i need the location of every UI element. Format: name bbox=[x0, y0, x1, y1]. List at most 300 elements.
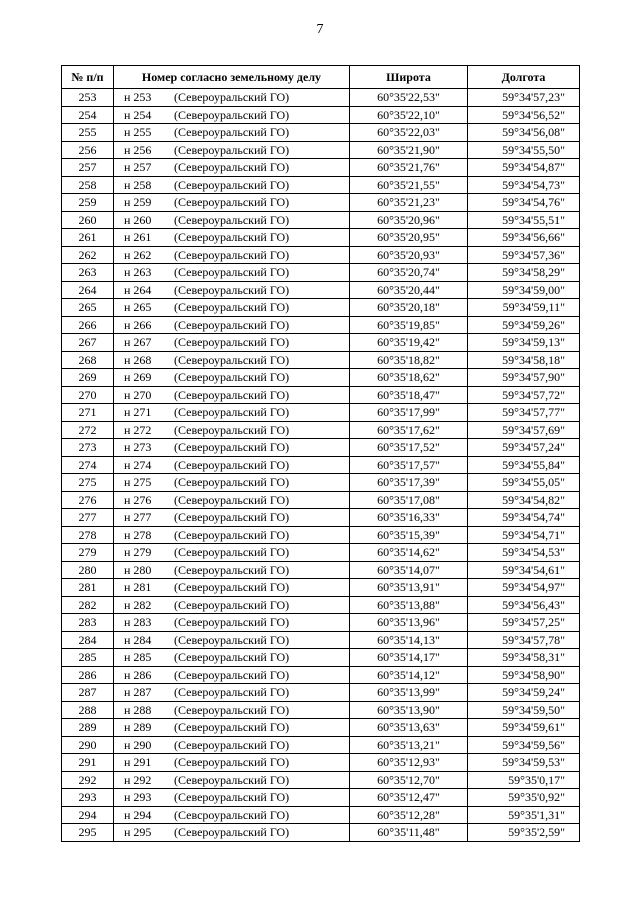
district-name: (Североуральский ГО) bbox=[174, 790, 290, 805]
point-id: н 284 bbox=[124, 632, 152, 647]
longitude-cell: 59°34'55,50" bbox=[468, 141, 580, 159]
district-name: (Североуральский ГО) bbox=[174, 562, 290, 577]
longitude-cell: 59°34'57,23" bbox=[468, 89, 580, 107]
longitude-cell: 59°34'59,56" bbox=[468, 736, 580, 754]
table-row bbox=[62, 246, 580, 264]
longitude-cell: 59°34'57,24" bbox=[468, 439, 580, 457]
point-id: н 295 bbox=[124, 825, 152, 840]
latitude-cell: 60°35'13,63" bbox=[350, 719, 468, 737]
row-number: 256 bbox=[62, 141, 114, 159]
longitude-cell: 59°34'57,25" bbox=[468, 614, 580, 632]
row-number: 257 bbox=[62, 159, 114, 177]
row-number: 259 bbox=[62, 194, 114, 212]
row-number: 291 bbox=[62, 754, 114, 772]
district-name: (Североуральский ГО) bbox=[174, 177, 290, 192]
point-cell bbox=[114, 369, 350, 387]
header-row-number: № п/п bbox=[62, 66, 114, 89]
district-name: (Североуральский ГО) bbox=[174, 510, 290, 525]
point-id: н 281 bbox=[124, 580, 152, 595]
point-cell bbox=[114, 334, 350, 352]
latitude-cell: 60°35'20,18" bbox=[350, 299, 468, 317]
row-number: 293 bbox=[62, 789, 114, 807]
point-cell bbox=[114, 596, 350, 614]
table-row bbox=[62, 89, 580, 107]
point-cell bbox=[114, 264, 350, 282]
point-id: н 275 bbox=[124, 475, 152, 490]
header-longitude: Долгота bbox=[468, 66, 580, 89]
district-name: (Североуральский ГО) bbox=[174, 90, 290, 105]
table-row bbox=[62, 369, 580, 387]
table-row bbox=[62, 701, 580, 719]
header-latitude: Широта bbox=[350, 66, 468, 89]
latitude-cell: 60°35'21,76" bbox=[350, 159, 468, 177]
latitude-cell: 60°35'22,53" bbox=[350, 89, 468, 107]
point-id: н 291 bbox=[124, 755, 152, 770]
table-row bbox=[62, 351, 580, 369]
row-number: 281 bbox=[62, 579, 114, 597]
point-cell bbox=[114, 141, 350, 159]
point-id: н 292 bbox=[124, 772, 152, 787]
table-row bbox=[62, 194, 580, 212]
latitude-cell: 60°35'21,55" bbox=[350, 176, 468, 194]
point-cell bbox=[114, 649, 350, 667]
point-cell bbox=[114, 176, 350, 194]
district-name: (Североуральский ГО) bbox=[174, 772, 290, 787]
row-number: 261 bbox=[62, 229, 114, 247]
latitude-cell: 60°35'19,42" bbox=[350, 334, 468, 352]
table-row bbox=[62, 526, 580, 544]
district-name: (Североуральский ГО) bbox=[174, 107, 290, 122]
table-header-row bbox=[62, 66, 580, 89]
point-cell bbox=[114, 544, 350, 562]
point-cell bbox=[114, 789, 350, 807]
district-name: (Североуральский ГО) bbox=[174, 667, 290, 682]
row-number: 278 bbox=[62, 526, 114, 544]
point-cell bbox=[114, 806, 350, 824]
longitude-cell: 59°35'0,92" bbox=[468, 789, 580, 807]
row-number: 258 bbox=[62, 176, 114, 194]
table-row bbox=[62, 124, 580, 142]
point-id: н 277 bbox=[124, 510, 152, 525]
longitude-cell: 59°34'59,24" bbox=[468, 684, 580, 702]
row-number: 272 bbox=[62, 421, 114, 439]
table-row bbox=[62, 491, 580, 509]
table-row bbox=[62, 106, 580, 124]
row-number: 286 bbox=[62, 666, 114, 684]
point-cell bbox=[114, 89, 350, 107]
table-row bbox=[62, 684, 580, 702]
row-number: 283 bbox=[62, 614, 114, 632]
row-number: 275 bbox=[62, 474, 114, 492]
longitude-cell: 59°34'56,66" bbox=[468, 229, 580, 247]
latitude-cell: 60°35'18,47" bbox=[350, 386, 468, 404]
latitude-cell: 60°35'14,07" bbox=[350, 561, 468, 579]
latitude-cell: 60°35'18,82" bbox=[350, 351, 468, 369]
latitude-cell: 60°35'14,62" bbox=[350, 544, 468, 562]
point-cell bbox=[114, 159, 350, 177]
latitude-cell: 60°35'20,44" bbox=[350, 281, 468, 299]
point-cell bbox=[114, 299, 350, 317]
row-number: 255 bbox=[62, 124, 114, 142]
district-name: (Североуральский ГО) bbox=[174, 300, 290, 315]
row-number: 270 bbox=[62, 386, 114, 404]
point-id: н 261 bbox=[124, 230, 152, 245]
row-number: 282 bbox=[62, 596, 114, 614]
point-id: н 257 bbox=[124, 160, 152, 175]
point-cell bbox=[114, 561, 350, 579]
longitude-cell: 59°34'59,50" bbox=[468, 701, 580, 719]
point-id: н 263 bbox=[124, 265, 152, 280]
point-id: н 289 bbox=[124, 720, 152, 735]
point-cell bbox=[114, 614, 350, 632]
district-name: (Североуральский ГО) bbox=[174, 405, 290, 420]
point-id: н 273 bbox=[124, 440, 152, 455]
longitude-cell: 59°34'54,97" bbox=[468, 579, 580, 597]
latitude-cell: 60°35'14,17" bbox=[350, 649, 468, 667]
point-cell bbox=[114, 386, 350, 404]
row-number: 276 bbox=[62, 491, 114, 509]
table-row bbox=[62, 316, 580, 334]
district-name: (Североуральский ГО) bbox=[174, 317, 290, 332]
point-id: н 255 bbox=[124, 125, 152, 140]
point-cell bbox=[114, 246, 350, 264]
longitude-cell: 59°34'55,05" bbox=[468, 474, 580, 492]
point-id: н 268 bbox=[124, 352, 152, 367]
point-id: н 287 bbox=[124, 685, 152, 700]
table-row bbox=[62, 561, 580, 579]
table-row bbox=[62, 404, 580, 422]
latitude-cell: 60°35'17,57" bbox=[350, 456, 468, 474]
row-number: 285 bbox=[62, 649, 114, 667]
point-id: н 256 bbox=[124, 142, 152, 157]
table-row bbox=[62, 789, 580, 807]
table-row bbox=[62, 579, 580, 597]
longitude-cell: 59°34'58,18" bbox=[468, 351, 580, 369]
longitude-cell: 59°34'54,61" bbox=[468, 561, 580, 579]
point-cell bbox=[114, 736, 350, 754]
row-number: 265 bbox=[62, 299, 114, 317]
point-id: н 272 bbox=[124, 422, 152, 437]
latitude-cell: 60°35'16,33" bbox=[350, 509, 468, 527]
row-number: 274 bbox=[62, 456, 114, 474]
point-id: н 260 bbox=[124, 212, 152, 227]
row-number: 254 bbox=[62, 106, 114, 124]
point-cell bbox=[114, 526, 350, 544]
point-cell bbox=[114, 229, 350, 247]
point-id: н 293 bbox=[124, 790, 152, 805]
district-name: (Североуральский ГО) bbox=[174, 387, 290, 402]
table-row bbox=[62, 736, 580, 754]
row-number: 290 bbox=[62, 736, 114, 754]
longitude-cell: 59°35'1,31" bbox=[468, 806, 580, 824]
latitude-cell: 60°35'22,03" bbox=[350, 124, 468, 142]
district-name: (Североуральский ГО) bbox=[174, 615, 290, 630]
longitude-cell: 59°34'56,43" bbox=[468, 596, 580, 614]
district-name: (Североуральский ГО) bbox=[174, 580, 290, 595]
point-id: н 262 bbox=[124, 247, 152, 262]
point-id: н 282 bbox=[124, 597, 152, 612]
row-number: 284 bbox=[62, 631, 114, 649]
point-cell bbox=[114, 456, 350, 474]
longitude-cell: 59°34'56,08" bbox=[468, 124, 580, 142]
table-row bbox=[62, 719, 580, 737]
district-name: (Североуральский ГО) bbox=[174, 335, 290, 350]
district-name: (Североуральский ГО) bbox=[174, 597, 290, 612]
point-id: н 270 bbox=[124, 387, 152, 402]
latitude-cell: 60°35'13,90" bbox=[350, 701, 468, 719]
latitude-cell: 60°35'17,39" bbox=[350, 474, 468, 492]
row-number: 260 bbox=[62, 211, 114, 229]
longitude-cell: 59°34'58,31" bbox=[468, 649, 580, 667]
table-row bbox=[62, 264, 580, 282]
table-row bbox=[62, 509, 580, 527]
latitude-cell: 60°35'21,23" bbox=[350, 194, 468, 212]
latitude-cell: 60°35'14,13" bbox=[350, 631, 468, 649]
longitude-cell: 59°34'57,72" bbox=[468, 386, 580, 404]
district-name: (Североуральский ГО) bbox=[174, 142, 290, 157]
point-cell bbox=[114, 701, 350, 719]
latitude-cell: 60°35'12,47" bbox=[350, 789, 468, 807]
longitude-cell: 59°34'58,90" bbox=[468, 666, 580, 684]
row-number: 292 bbox=[62, 771, 114, 789]
district-name: (Североуральский ГО) bbox=[174, 160, 290, 175]
row-number: 253 bbox=[62, 89, 114, 107]
table-row bbox=[62, 806, 580, 824]
row-number: 267 bbox=[62, 334, 114, 352]
district-name: (Североуральский ГО) bbox=[174, 650, 290, 665]
district-name: (Североуральский ГО) bbox=[174, 685, 290, 700]
table-row bbox=[62, 229, 580, 247]
longitude-cell: 59°34'54,53" bbox=[468, 544, 580, 562]
latitude-cell: 60°35'12,70" bbox=[350, 771, 468, 789]
longitude-cell: 59°35'0,17" bbox=[468, 771, 580, 789]
latitude-cell: 60°35'14,12" bbox=[350, 666, 468, 684]
point-cell bbox=[114, 194, 350, 212]
point-cell bbox=[114, 106, 350, 124]
row-number: 280 bbox=[62, 561, 114, 579]
latitude-cell: 60°35'20,96" bbox=[350, 211, 468, 229]
row-number: 264 bbox=[62, 281, 114, 299]
point-cell bbox=[114, 474, 350, 492]
row-number: 289 bbox=[62, 719, 114, 737]
district-name: (Североуральский ГО) bbox=[174, 195, 290, 210]
latitude-cell: 60°35'12,93" bbox=[350, 754, 468, 772]
row-number: 266 bbox=[62, 316, 114, 334]
latitude-cell: 60°35'11,48" bbox=[350, 824, 468, 842]
table-row bbox=[62, 474, 580, 492]
point-cell bbox=[114, 421, 350, 439]
district-name: (Североуральский ГО) bbox=[174, 755, 290, 770]
longitude-cell: 59°34'59,11" bbox=[468, 299, 580, 317]
point-cell bbox=[114, 491, 350, 509]
longitude-cell: 59°34'57,77" bbox=[468, 404, 580, 422]
table-row bbox=[62, 456, 580, 474]
point-id: н 286 bbox=[124, 667, 152, 682]
district-name: (Североуральский ГО) bbox=[174, 492, 290, 507]
point-cell bbox=[114, 404, 350, 422]
district-name: (Североуральский ГО) bbox=[174, 475, 290, 490]
row-number: 277 bbox=[62, 509, 114, 527]
point-id: н 278 bbox=[124, 527, 152, 542]
latitude-cell: 60°35'13,21" bbox=[350, 736, 468, 754]
point-id: н 265 bbox=[124, 300, 152, 315]
district-name: (Североуральский ГО) bbox=[174, 370, 290, 385]
page-number: 7 bbox=[316, 22, 324, 37]
row-number: 279 bbox=[62, 544, 114, 562]
point-cell bbox=[114, 684, 350, 702]
longitude-cell: 59°34'55,84" bbox=[468, 456, 580, 474]
row-number: 271 bbox=[62, 404, 114, 422]
latitude-cell: 60°35'13,99" bbox=[350, 684, 468, 702]
table-row bbox=[62, 141, 580, 159]
district-name: (Североуральский ГО) bbox=[174, 265, 290, 280]
point-id: н 294 bbox=[124, 807, 152, 822]
table-row bbox=[62, 754, 580, 772]
longitude-cell: 59°34'55,51" bbox=[468, 211, 580, 229]
district-name: (Североуральский ГО) bbox=[174, 737, 290, 752]
point-cell bbox=[114, 351, 350, 369]
row-number: 287 bbox=[62, 684, 114, 702]
point-id: н 288 bbox=[124, 702, 152, 717]
table-row bbox=[62, 596, 580, 614]
latitude-cell: 60°35'20,95" bbox=[350, 229, 468, 247]
point-id: н 269 bbox=[124, 370, 152, 385]
point-cell bbox=[114, 824, 350, 842]
point-id: н 266 bbox=[124, 317, 152, 332]
row-number: 294 bbox=[62, 806, 114, 824]
table-row bbox=[62, 281, 580, 299]
point-id: н 276 bbox=[124, 492, 152, 507]
point-id: н 253 bbox=[124, 90, 152, 105]
point-cell bbox=[114, 631, 350, 649]
longitude-cell: 59°34'59,26" bbox=[468, 316, 580, 334]
longitude-cell: 59°34'54,71" bbox=[468, 526, 580, 544]
longitude-cell: 59°34'54,73" bbox=[468, 176, 580, 194]
latitude-cell: 60°35'20,93" bbox=[350, 246, 468, 264]
point-cell bbox=[114, 666, 350, 684]
district-name: (Североуральский ГО) bbox=[174, 440, 290, 455]
point-id: н 280 bbox=[124, 562, 152, 577]
longitude-cell: 59°34'59,13" bbox=[468, 334, 580, 352]
coordinates-table bbox=[61, 65, 580, 842]
point-id: н 271 bbox=[124, 405, 152, 420]
latitude-cell: 60°35'21,90" bbox=[350, 141, 468, 159]
latitude-cell: 60°35'13,91" bbox=[350, 579, 468, 597]
point-cell bbox=[114, 509, 350, 527]
table-row bbox=[62, 666, 580, 684]
longitude-cell: 59°34'54,87" bbox=[468, 159, 580, 177]
table-row bbox=[62, 439, 580, 457]
point-id: н 285 bbox=[124, 650, 152, 665]
table-row bbox=[62, 386, 580, 404]
point-id: н 283 bbox=[124, 615, 152, 630]
latitude-cell: 60°35'17,08" bbox=[350, 491, 468, 509]
longitude-cell: 59°34'57,36" bbox=[468, 246, 580, 264]
table-row bbox=[62, 824, 580, 842]
point-id: н 290 bbox=[124, 737, 152, 752]
latitude-cell: 60°35'12,28" bbox=[350, 806, 468, 824]
district-name: (Североуральский ГО) bbox=[174, 212, 290, 227]
district-name: (Североуральский ГО) bbox=[174, 825, 290, 840]
table-row bbox=[62, 211, 580, 229]
longitude-cell: 59°34'56,52" bbox=[468, 106, 580, 124]
longitude-cell: 59°34'57,90" bbox=[468, 369, 580, 387]
row-number: 262 bbox=[62, 246, 114, 264]
table-row bbox=[62, 176, 580, 194]
district-name: (Североуральский ГО) bbox=[174, 422, 290, 437]
point-id: н 274 bbox=[124, 457, 152, 472]
point-cell bbox=[114, 124, 350, 142]
row-number: 288 bbox=[62, 701, 114, 719]
point-cell bbox=[114, 771, 350, 789]
district-name: (Североуральский ГО) bbox=[174, 247, 290, 262]
point-cell bbox=[114, 754, 350, 772]
latitude-cell: 60°35'20,74" bbox=[350, 264, 468, 282]
longitude-cell: 59°34'59,61" bbox=[468, 719, 580, 737]
table-row bbox=[62, 614, 580, 632]
table-row bbox=[62, 631, 580, 649]
point-cell bbox=[114, 439, 350, 457]
latitude-cell: 60°35'22,10" bbox=[350, 106, 468, 124]
longitude-cell: 59°34'57,69" bbox=[468, 421, 580, 439]
longitude-cell: 59°34'58,29" bbox=[468, 264, 580, 282]
district-name: (Североуральский ГО) bbox=[174, 527, 290, 542]
table-row bbox=[62, 421, 580, 439]
table-row bbox=[62, 334, 580, 352]
latitude-cell: 60°35'17,62" bbox=[350, 421, 468, 439]
point-id: н 264 bbox=[124, 282, 152, 297]
longitude-cell: 59°34'54,76" bbox=[468, 194, 580, 212]
district-name: (Североуральский ГО) bbox=[174, 632, 290, 647]
district-name: (Североуральский ГО) bbox=[174, 545, 290, 560]
longitude-cell: 59°34'59,53" bbox=[468, 754, 580, 772]
point-cell bbox=[114, 579, 350, 597]
row-number: 273 bbox=[62, 439, 114, 457]
longitude-cell: 59°34'54,74" bbox=[468, 509, 580, 527]
latitude-cell: 60°35'17,52" bbox=[350, 439, 468, 457]
point-id: н 254 bbox=[124, 107, 152, 122]
latitude-cell: 60°35'13,88" bbox=[350, 596, 468, 614]
longitude-cell: 59°34'59,00" bbox=[468, 281, 580, 299]
table-row bbox=[62, 544, 580, 562]
district-name: (Североуральский ГО) bbox=[174, 125, 290, 140]
point-id: н 258 bbox=[124, 177, 152, 192]
district-name: (Североуральский ГО) bbox=[174, 457, 290, 472]
table-body bbox=[62, 89, 580, 842]
latitude-cell: 60°35'13,96" bbox=[350, 614, 468, 632]
point-cell bbox=[114, 719, 350, 737]
point-id: н 259 bbox=[124, 195, 152, 210]
district-name: (Североуральский ГО) bbox=[174, 702, 290, 717]
district-name: (Североуральский ГО) bbox=[174, 230, 290, 245]
point-cell bbox=[114, 211, 350, 229]
table-row bbox=[62, 299, 580, 317]
table-row bbox=[62, 649, 580, 667]
row-number: 268 bbox=[62, 351, 114, 369]
point-id: н 267 bbox=[124, 335, 152, 350]
header-land-record-number: Номер согласно земельному делу bbox=[114, 66, 350, 89]
district-name: (Североуральский ГО) bbox=[174, 282, 290, 297]
longitude-cell: 59°35'2,59" bbox=[468, 824, 580, 842]
row-number: 263 bbox=[62, 264, 114, 282]
district-name: (Севсроуральский ГО) bbox=[174, 807, 290, 822]
latitude-cell: 60°35'15,39" bbox=[350, 526, 468, 544]
longitude-cell: 59°34'54,82" bbox=[468, 491, 580, 509]
district-name: (Североуральский ГО) bbox=[174, 720, 290, 735]
latitude-cell: 60°35'19,85" bbox=[350, 316, 468, 334]
point-cell bbox=[114, 281, 350, 299]
table-row bbox=[62, 159, 580, 177]
